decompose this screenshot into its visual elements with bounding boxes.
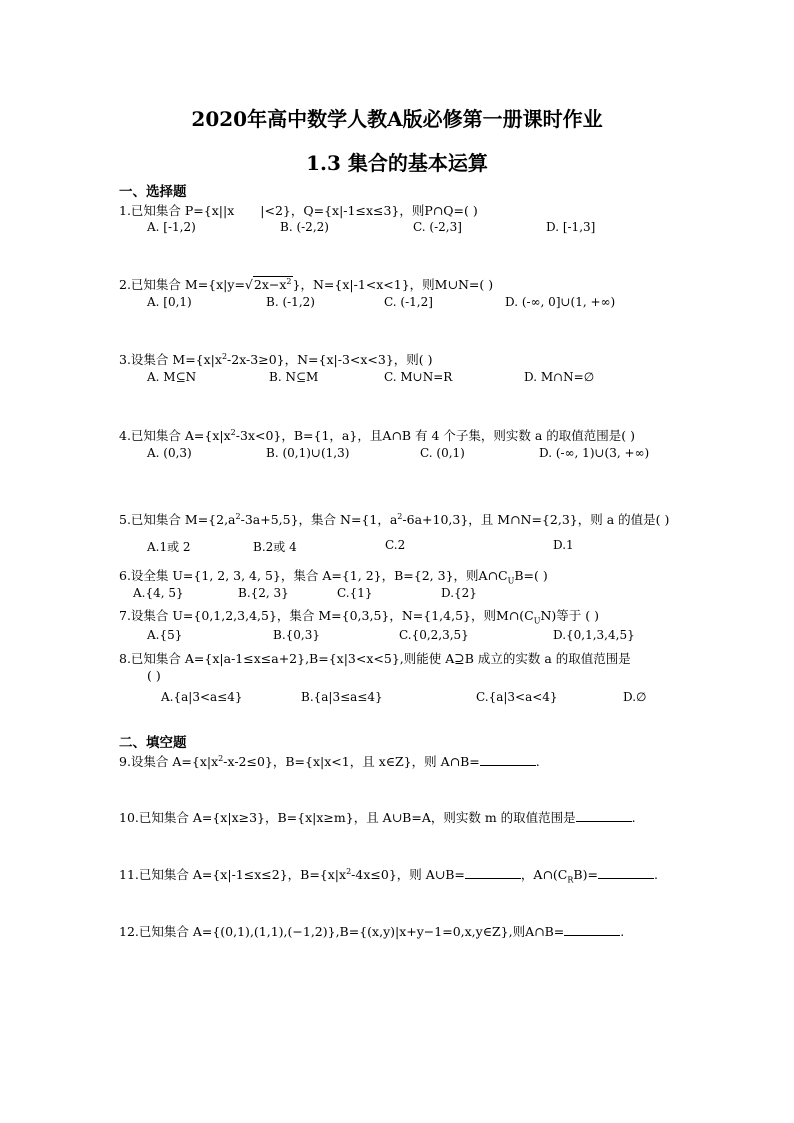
option-a: A.{4, 5} [133, 586, 184, 600]
question-2-text-a: 2.已知集合 M={x|y= [119, 277, 245, 292]
option-b: B.{0,3} [273, 628, 320, 642]
option-a: A. [0,1) [147, 295, 192, 309]
section-title: 1.3 集合的基本运算 [306, 151, 488, 175]
option-d: D. M∩N=∅ [524, 370, 595, 384]
option-c: C. (-2,3] [413, 220, 462, 234]
sqrt-expression: $2x-x^2$ [253, 276, 292, 292]
option-a: A.{a|3<a≤4} [161, 690, 243, 704]
option-a: A.1或 2 [147, 540, 191, 554]
question-4: 4.已知集合 $A=\{x|x^2-3x<0\}$，B={1，a}，且A∩B 有 4 个子集，则实数 a 的取值范围是( ) [119, 427, 636, 443]
section-heading-choice: 一、选择题 [119, 184, 187, 200]
question-6: 6.设全集 U={1, 2, 3, 4, 5}，集合 A={1, 2}，B={2, 3}，则$A\cap C_UB=$( ) [119, 568, 548, 586]
option-d: D.∅ [623, 690, 647, 704]
option-a: A. [-1,2) [147, 220, 196, 234]
answer-blank-1[interactable] [465, 868, 521, 879]
option-c: C.{0,2,3,5} [399, 628, 469, 642]
option-c: C. (0,1) [420, 446, 465, 460]
option-b: B. (-1,2) [266, 295, 315, 309]
question-11: 11.已知集合 A={x|-1≤x≤2}，$B=\{x|x^2-4x\le 0\}$，则 A∪B= ，$A\cap(C_RB)=$ . [119, 866, 658, 885]
option-c: C.{1} [337, 586, 373, 600]
question-8-paren: ( ) [147, 668, 161, 683]
question-1 [119, 201, 478, 219]
option-d: D. (-∞, 1)∪(3, +∞) [539, 446, 650, 460]
question-2: 2.已知集合 $M=\{x|y=√2x-x^2\}$，N={x|-1<x<1}，则M∪N=( ) [119, 276, 494, 292]
answer-blank[interactable] [480, 755, 536, 766]
option-d: D.1 [553, 538, 574, 552]
question-12: 12.已知集合 A={(0,1),(1,1),(−1,2)},B={(x,y)|x+y−1=0,x,y∈Z},则A∩B= . [119, 924, 625, 939]
question-3: 3.设集合 $M=\{x|x^2-2x-3\ge 0\}$，N={x|-3<x<3}，则( ) [119, 351, 433, 367]
option-d: D.{0,1,3,4,5} [553, 628, 635, 642]
question-1-text-a: 1.已知集合 P={x||x [119, 203, 235, 218]
question-2-text-b: }，N={x|-1<x<1}，则M∪N=( ) [292, 277, 494, 292]
option-c: C.{a|3<a<4} [476, 690, 558, 704]
question-8: 8.已知集合 A={x|a-1≤x≤a+2},B={x|3<x<5},则能使 A⊇B 成立的实数 a 的取值范围是 [119, 651, 631, 666]
option-c: C. (-1,2] [384, 295, 433, 309]
option-a: A.{5} [147, 628, 183, 642]
page-title: 2020年高中数学人教A版必修第一册课时作业 [191, 107, 603, 131]
section-heading-fill: 二、填空题 [119, 735, 187, 751]
question-7: 7.设集合 U={0,1,2,3,4,5}，集合 M={0,3,5}，N={1,4,5}，则$M\cap(C_UN)$等于 ( ) [119, 608, 599, 626]
answer-blank-2[interactable] [598, 868, 654, 879]
question-1-text-b: |<2}，Q={x|-1≤x≤3}，则P∩Q=( ) [260, 203, 478, 218]
question-10: 10.已知集合 A={x|x≥3}，B={x|x≥m}，且 A∪B=A，则实数 m 的取值范围是 . [119, 810, 636, 825]
option-d: D. (-∞, 0]∪(1, +∞) [505, 295, 616, 309]
option-b: B.{a|3≤a≤4} [301, 690, 383, 704]
option-c: C.2 [385, 538, 406, 552]
option-b: B. (0,1)∪(1,3) [266, 446, 350, 460]
answer-blank[interactable] [576, 811, 632, 822]
option-b: B. (-2,2) [280, 220, 329, 234]
question-5: 5.已知集合 $M=\{2,a^2-3a+5,5\}$，集合 N={1，$a^2-6a+10,3$}，且 M∩N={2,3}，则 a 的值是( ) [119, 511, 670, 527]
option-d: D.{2} [441, 586, 477, 600]
option-d: D. [-1,3] [546, 220, 596, 234]
option-a: A. (0,3) [147, 446, 192, 460]
option-b: B. N⊆M [269, 370, 319, 384]
option-b: B.2或 4 [253, 540, 297, 554]
answer-blank[interactable] [564, 925, 620, 936]
option-c: C. M∪N=R [384, 370, 453, 384]
option-b: B.{2, 3} [238, 586, 289, 600]
question-9: 9.设集合 $A=\{x|x^2-x-2\le 0\}$，B={x|x<1，且 x∈Z}，则 A∩B= . [119, 753, 540, 769]
option-a: A. M⊆N [147, 370, 197, 384]
